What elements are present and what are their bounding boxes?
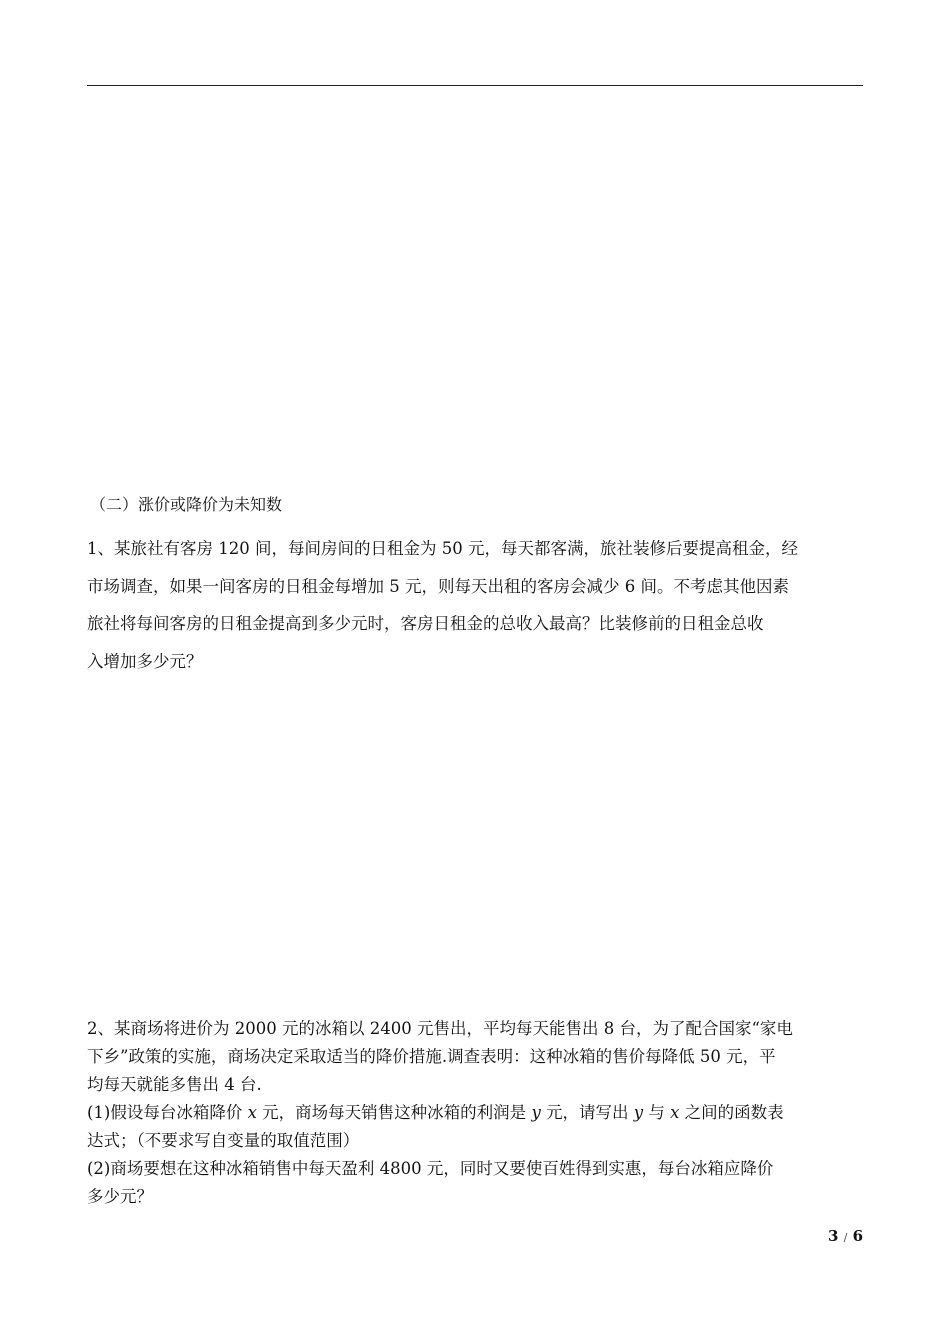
variable-y: y bbox=[633, 1103, 644, 1122]
problem-1-line: 1、某旅社有客房 120 间，每间房间的日租金为 50 元，每天都客满，旅社装修后要提高租金，经 bbox=[87, 539, 798, 558]
question-1-text: 元，商场每天销售这种冰箱的利润是 bbox=[256, 1103, 532, 1122]
question-2-line: (2)商场要想在这种冰箱销售中每天盈利 4800 元，同时又要使百姓得到实惠，每台冰箱应降价 bbox=[87, 1159, 774, 1178]
problem-1-line: 旅社将每间客房的日租金提高到多少元时，客房日租金的总收入最高？比装修前的日租金总收 bbox=[87, 614, 764, 633]
variable-x: x bbox=[247, 1103, 257, 1122]
variable-y: y bbox=[531, 1103, 541, 1122]
problem-2 bbox=[87, 1015, 865, 1211]
total-pages: 6 bbox=[852, 1227, 863, 1245]
current-page: 3 bbox=[827, 1227, 839, 1245]
page-number bbox=[828, 1227, 863, 1245]
problem-2-line: 下乡”政策的实施，商场决定采取适当的降价措施.调查表明：这种冰箱的售价每降低 50 元，平 bbox=[87, 1047, 776, 1066]
question-1-text: (1)假设每台冰箱降价 bbox=[87, 1103, 248, 1122]
problem-1-line: 入增加多少元？ bbox=[87, 651, 203, 671]
problem-2-line: 均每天就能多售出 4 台. bbox=[87, 1075, 262, 1094]
question-1-text: 与 bbox=[643, 1103, 671, 1122]
question-1-line: 达式；（不要求写自变量的取值范围） bbox=[87, 1131, 360, 1150]
problem-2-line: 2、某商场将进价为 2000 元的冰箱以 2400 元售出，平均每天能售出 8 台，为了配合国家“家电 bbox=[87, 1019, 793, 1038]
question-1-text: 之间的函数表 bbox=[679, 1103, 784, 1122]
question-1-text: 元，请写出 bbox=[540, 1103, 634, 1122]
question-1-line bbox=[87, 1099, 865, 1127]
problem-1-line: 市场调查，如果一间客房的日租金每增加 5 元，则每天出租的客房会减少 6 间。不考虑其他因素 bbox=[87, 576, 789, 596]
question-2-line: 多少元？ bbox=[87, 1187, 153, 1206]
problem-1 bbox=[87, 530, 865, 680]
variable-x: x bbox=[670, 1103, 680, 1122]
header-rule bbox=[87, 85, 863, 86]
page-separator: / bbox=[843, 1231, 848, 1244]
section-heading: （二）涨价或降价为未知数 bbox=[90, 495, 283, 514]
